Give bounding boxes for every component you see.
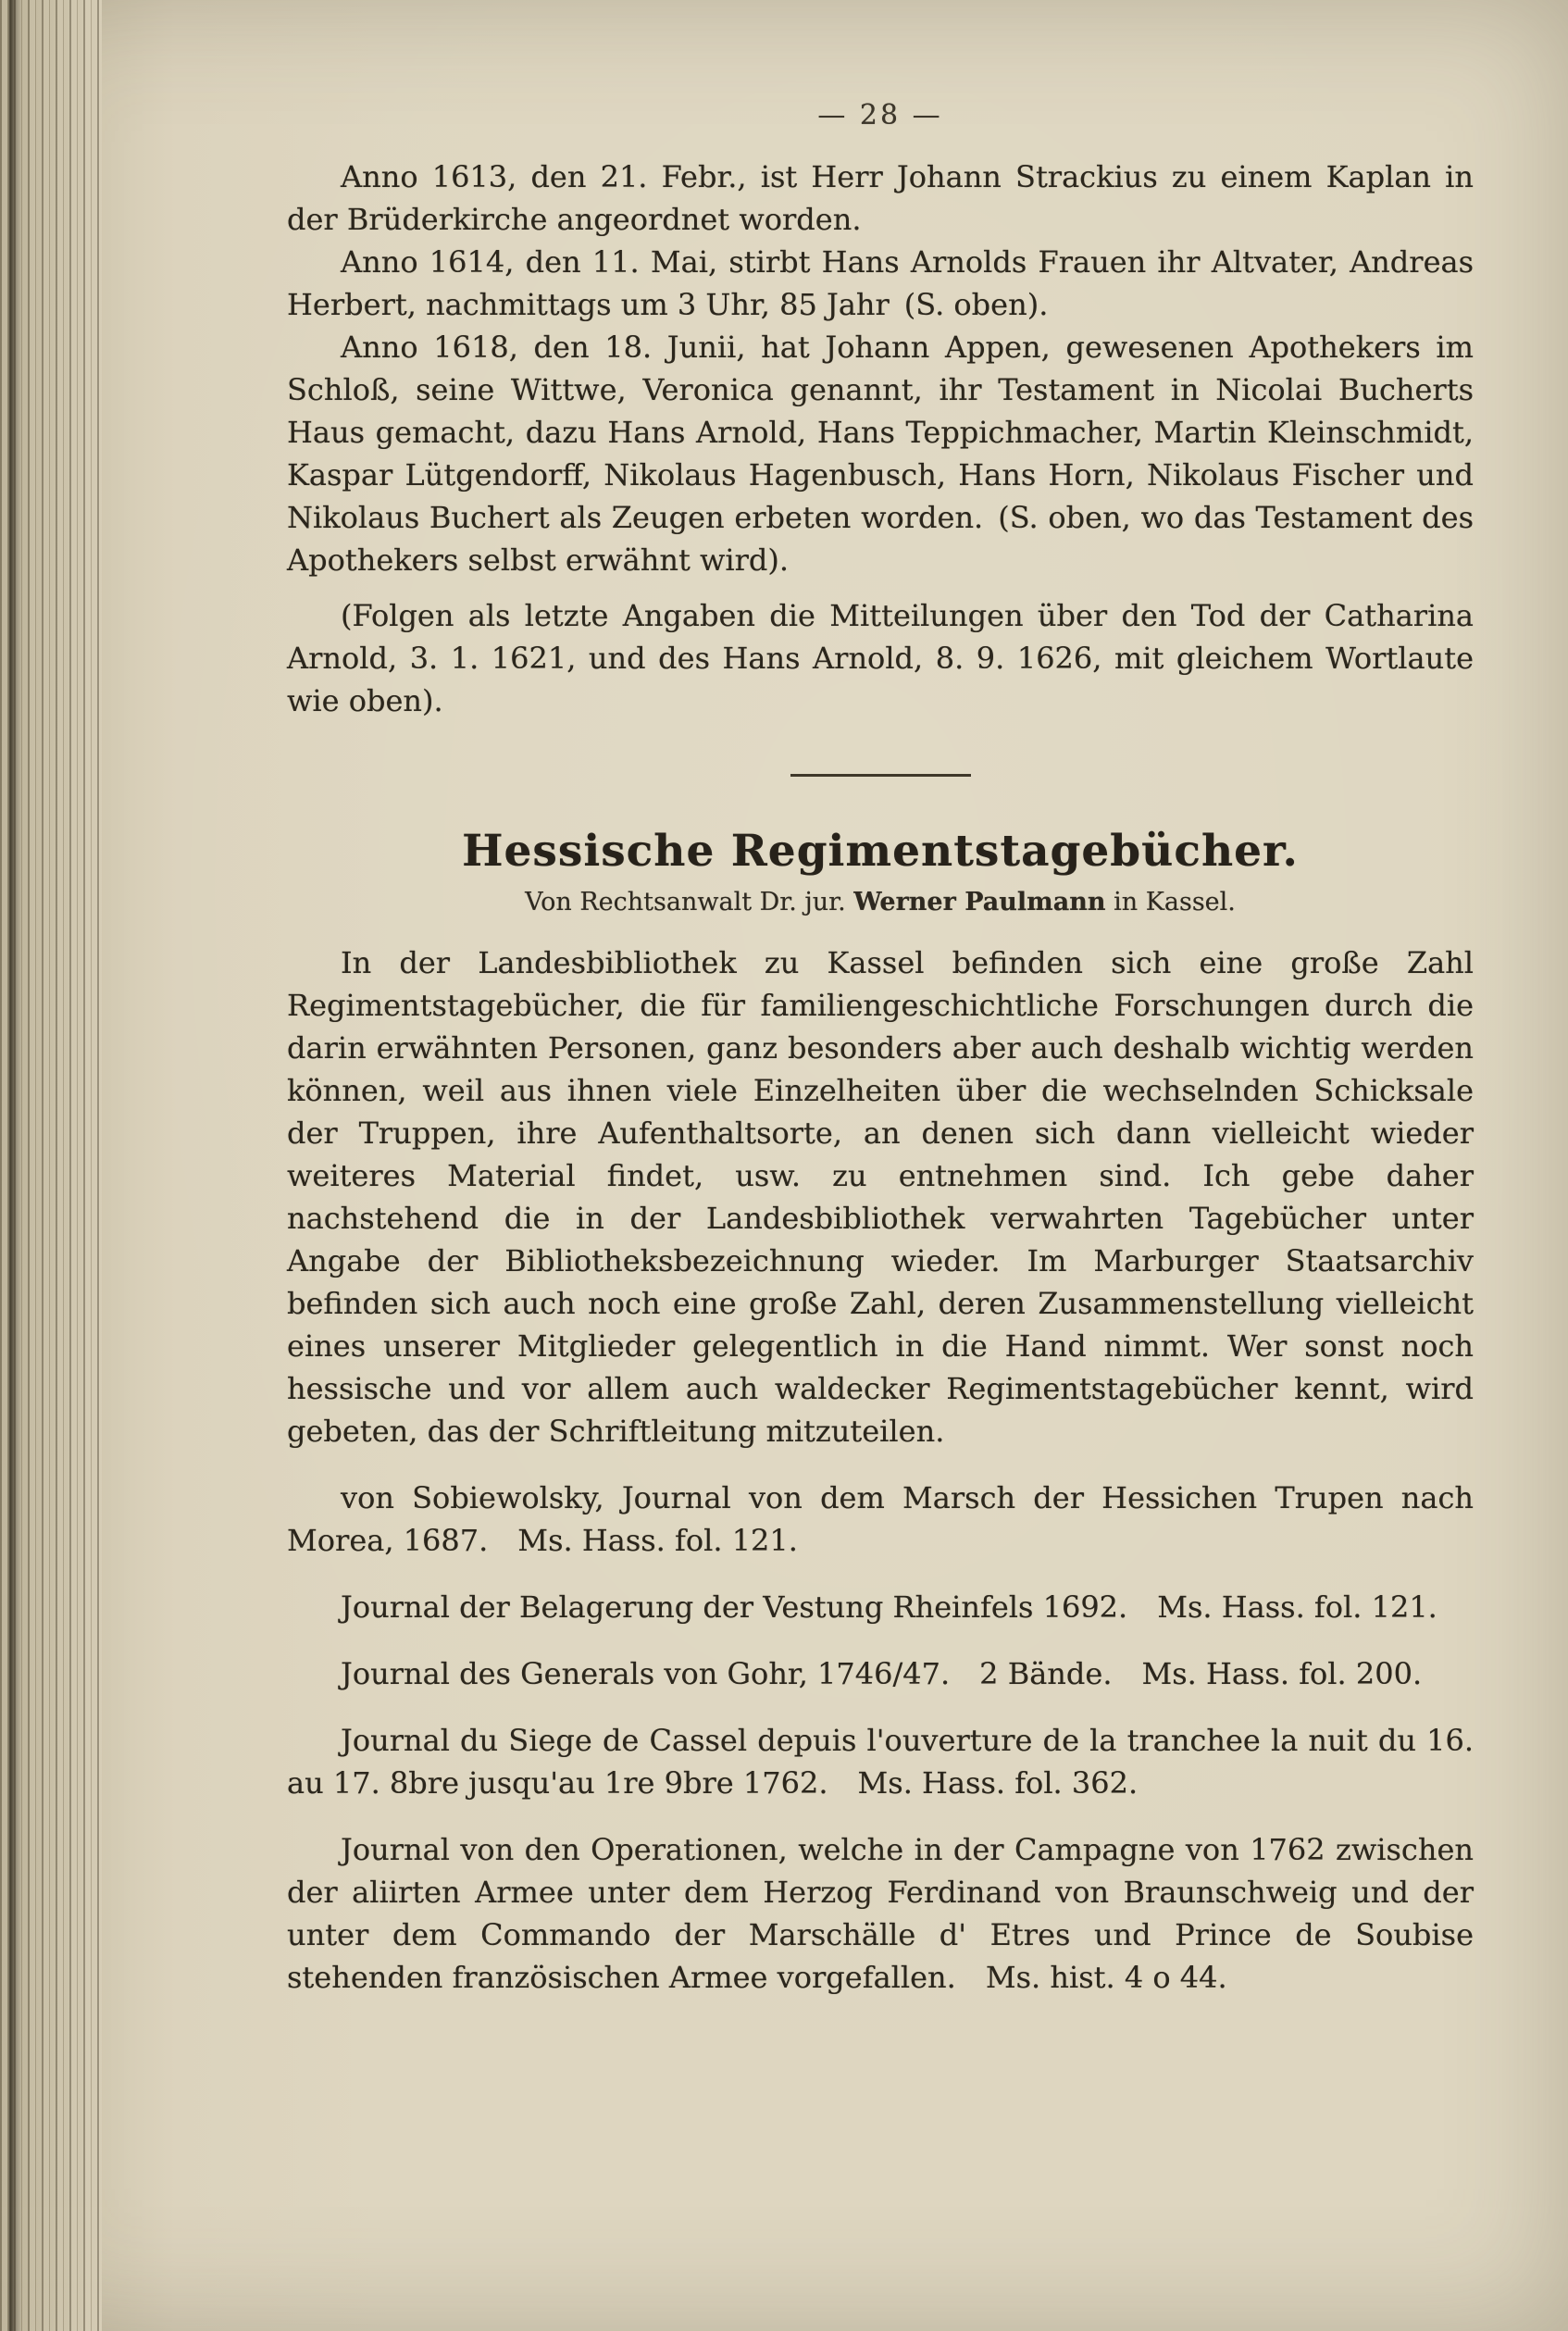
chronicle-paragraph-anno-1613: Anno 1613, den 21. Febr., ist Herr Johann Strackius zu einem Kaplan in der Brüderkirche angeordnet worden. xyxy=(287,159,1474,237)
byline-prefix: Von Rechtsanwalt Dr. jur. xyxy=(525,888,854,916)
article-intro-paragraph: In der Landesbibliothek zu Kassel befinden sich eine große Zahl Regimentstagebücher, die für familiengeschichtliche Forschungen durch die darin erwähnten Personen, ganz besonders aber auch deshalb wichtig werden können, weil aus ihnen viele Einzelheiten über die wechselnden Schicksale der Truppen, ihre Aufenthaltsorte, an denen sich dann vielleicht wieder weiteres Material findet, usw. zu entnehmen sind. Ich gebe daher nachstehend die in der Landesbibliothek verwahrten Tagebücher unter Angabe der Bibliotheksbezeichnung wieder. Im Marburger Staatsarchiv befinden sich auch noch eine große Zahl, deren Zusammenstellung vielleicht eines unserer Mitglieder gelegentlich in die Hand nimmt. Wer sonst noch hessische und vor allem auch waldecker Regimentstagebücher kennt, wird gebeten, das der Schriftleitung mitzuteilen. xyxy=(287,945,1474,1449)
page-number: — 28 — xyxy=(817,99,943,131)
chronicle-paragraph-anno-1618: Anno 1618, den 18. Junii, hat Johann Appen, gewesenen Apothekers im Schloß, seine Wittwe, Veronica genannt, ihr Testament in Nicolai Bucherts Haus gemacht, dazu Hans Arnold, Hans Teppichmacher, Martin Kleinschmidt, Kaspar Lütgendorff, Nikolaus Hagenbusch, Hans Horn, Nikolaus Fischer und Nikolaus Buchert als Zeugen erbeten worden. (S. oben, wo das Testament des Apothekers selbst erwähnt wird). xyxy=(287,330,1474,578)
byline-author: Werner Paulmann xyxy=(853,888,1106,916)
section-divider xyxy=(790,774,971,777)
journal-entry-siege-de-cassel: Journal du Siege de Cassel depuis l'ouverture de la tranchee la nuit du 16. au 17. 8bre jusqu'au 1re 9bre 1762. Ms. Hass. fol. 362. xyxy=(287,1723,1474,1801)
journal-entry-von-gohr: Journal des Generals von Gohr, 1746/47. 2 Bände. Ms. Hass. fol. 200. xyxy=(341,1656,1423,1691)
chronicle-paragraph-closing-note: (Folgen als letzte Angaben die Mitteilungen über den Tod der Catharina Arnold, 3. 1. 1621, und des Hans Arnold, 8. 9. 1626, mit gleichem Wortlaute wie oben). xyxy=(287,598,1474,718)
article-byline xyxy=(287,886,1474,919)
byline-suffix: in Kassel. xyxy=(1105,888,1236,916)
journal-entry-rheinfels: Journal der Belagerung der Vestung Rheinfels 1692. Ms. Hass. fol. 121. xyxy=(341,1589,1437,1625)
journal-entry-campagne-1762: Journal von den Operationen, welche in der Campagne von 1762 zwischen der aliirten Armee unter dem Herzog Ferdinand von Braunschweig und der unter dem Commando der Marschälle d' Etres und Prince de Soubise stehenden französischen Armee vorgefallen. Ms. hist. 4 o 44. xyxy=(287,1832,1474,1995)
journal-entry-sobiewolsky-morea: von Sobiewolsky, Journal von dem Marsch der Hessichen Trupen nach Morea, 1687. Ms. Hass. fol. 121. xyxy=(287,1480,1474,1558)
page-content xyxy=(287,0,1474,1999)
chronicle-paragraph-anno-1614: Anno 1614, den 11. Mai, stirbt Hans Arnolds Frauen ihr Altvater, Andreas Herbert, nachmittags um 3 Uhr, 85 Jahr (S. oben). xyxy=(287,244,1474,322)
book-binding-edge xyxy=(0,0,102,2331)
article-title: Hessische Regimentstagebücher. xyxy=(462,826,1299,877)
